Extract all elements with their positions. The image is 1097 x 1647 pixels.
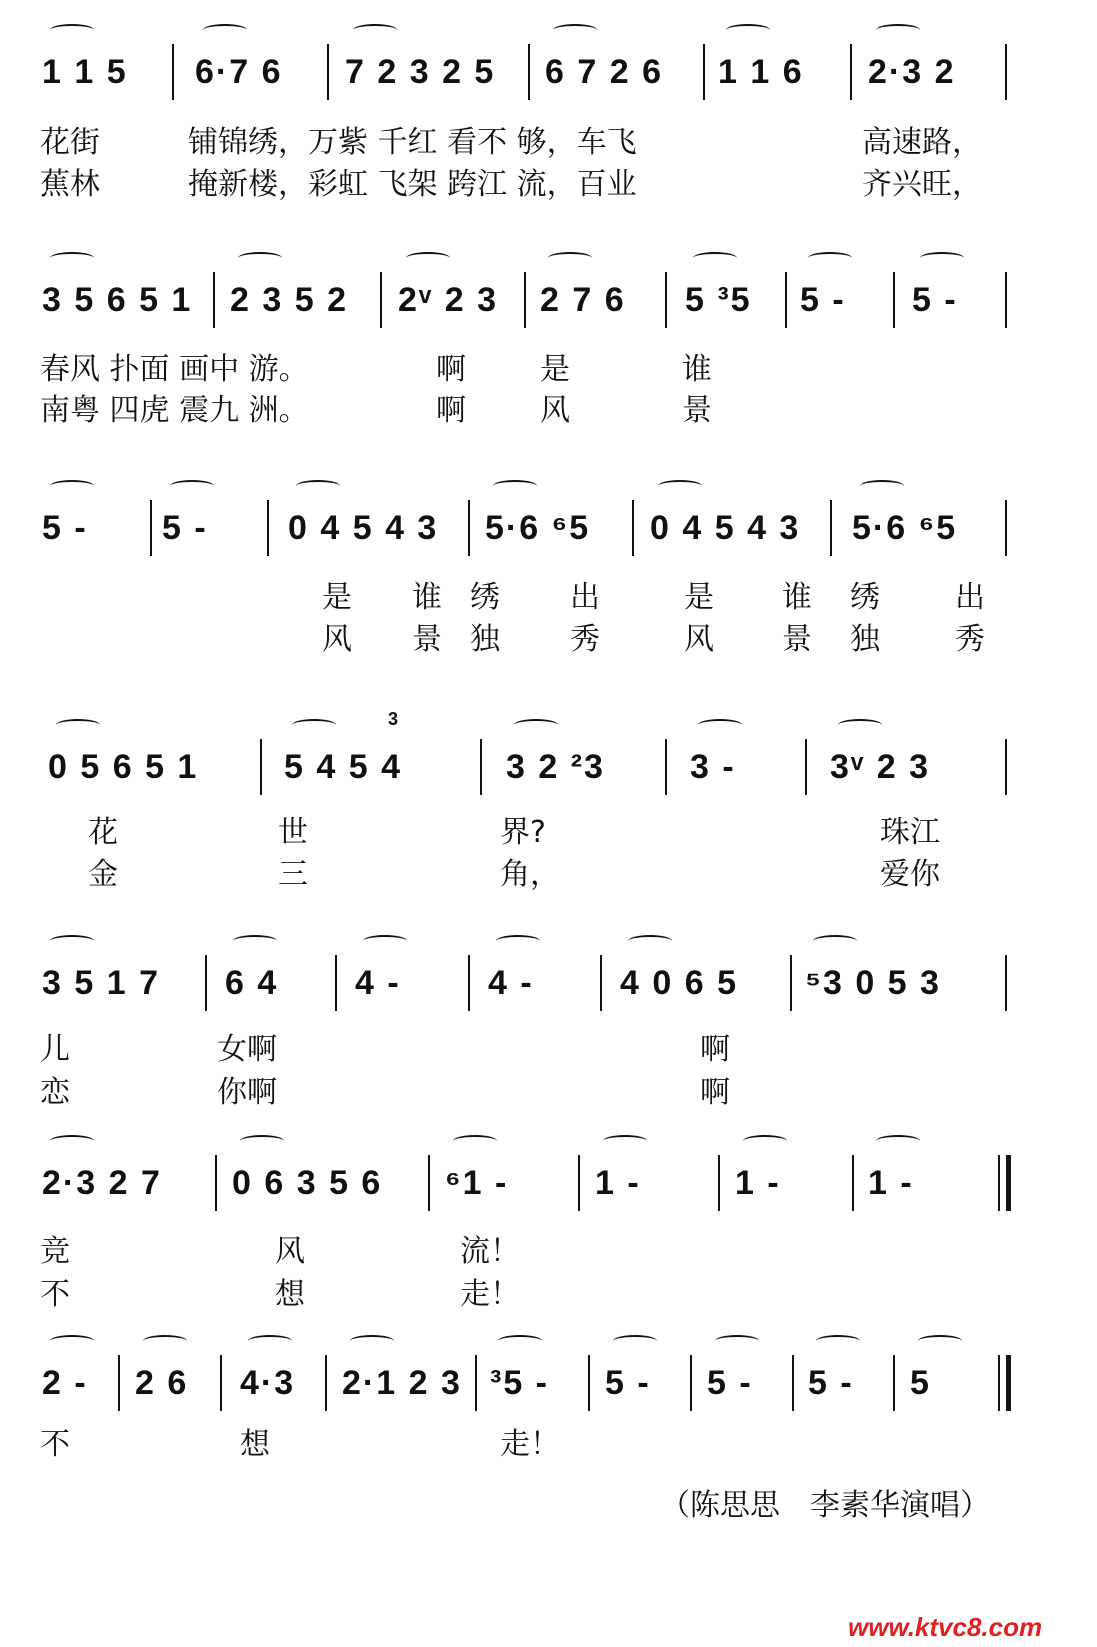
lyric-text: 流！ — [460, 1234, 520, 1269]
lyric-text: 金 — [88, 857, 118, 892]
lyric-text: 高速路， — [862, 125, 982, 160]
barline — [335, 955, 337, 1011]
measure: 0 6 3 5 6 — [232, 1164, 383, 1202]
lyric-text: 景 — [412, 622, 442, 657]
measure: 1 - — [868, 1164, 914, 1202]
slur-mark — [292, 719, 336, 731]
slur-mark — [50, 935, 94, 947]
lyric-text: 春风 扑面 画中 游。 — [40, 352, 309, 387]
barline — [1005, 500, 1007, 556]
slur-mark — [203, 24, 247, 36]
barline — [893, 272, 895, 328]
lyric-text: 是 — [540, 352, 570, 387]
barline — [893, 1355, 895, 1411]
slur-mark — [876, 1135, 920, 1147]
lyric-text: 谁 — [412, 580, 442, 615]
slur-mark — [813, 935, 857, 947]
barline — [852, 1155, 854, 1211]
lyric-text: 花街 — [40, 125, 100, 160]
measure: 4·3 — [240, 1364, 296, 1402]
measure: 1 1 6 — [718, 53, 804, 91]
slur-mark — [816, 1335, 860, 1347]
lyric-text: 花 — [88, 815, 118, 850]
slur-mark — [50, 24, 94, 36]
slur-mark — [238, 252, 282, 264]
measure: ⁶1 - — [445, 1164, 509, 1202]
measure: 5 - — [808, 1364, 854, 1402]
slur-mark — [406, 252, 450, 264]
slur-mark — [50, 480, 94, 492]
measure: 0 5 6 5 1 — [48, 748, 199, 786]
lyric-text: 风 — [322, 622, 352, 657]
measure: 5 ³5 — [685, 281, 752, 319]
measure: 2 6 — [135, 1364, 189, 1402]
watermark: www.ktvc8.com — [848, 1612, 1043, 1642]
barline — [792, 1355, 794, 1411]
lyric-text: 秀 — [955, 622, 985, 657]
measure: 5 - — [912, 281, 958, 319]
slur-mark — [248, 1335, 292, 1347]
lyric-text: 不 — [40, 1427, 70, 1462]
lyric-text: 南粤 四虎 震九 洲。 — [40, 393, 309, 428]
slur-mark — [658, 480, 702, 492]
measure: 5·6 ⁶5 — [485, 509, 591, 547]
lyric-text: 绣 — [850, 580, 880, 615]
measure: 5 - — [800, 281, 846, 319]
lyric-text: 独 — [470, 622, 500, 657]
slur-mark — [296, 480, 340, 492]
measure: 1 - — [735, 1164, 781, 1202]
lyric-text: 风 — [684, 622, 714, 657]
measure: 7 2 3 2 5 — [345, 53, 496, 91]
lyric-text: 是 — [322, 580, 352, 615]
lyric-text: 出 — [955, 580, 985, 615]
slur-mark — [553, 24, 597, 36]
measure: 2·1 2 3 — [342, 1364, 462, 1402]
barline — [830, 500, 832, 556]
barline — [213, 272, 215, 328]
barline — [205, 955, 207, 1011]
barline — [703, 44, 705, 100]
barline — [718, 1155, 720, 1211]
lyric-text: 掩新楼，彩虹 飞架 跨江 流，百业 — [188, 167, 637, 202]
barline — [524, 272, 526, 328]
measure: 5 — [910, 1364, 931, 1402]
slur-mark — [353, 24, 397, 36]
slur-mark — [498, 1335, 542, 1347]
slur-mark — [603, 1135, 647, 1147]
barline — [428, 1155, 430, 1211]
lyric-text: 啊 — [436, 352, 466, 387]
lyric-text: 珠江 — [880, 815, 940, 850]
lyric-text: 走！ — [460, 1277, 520, 1312]
lyric-text: 不 — [40, 1277, 70, 1312]
lyric-text: 独 — [850, 622, 880, 657]
barline — [480, 739, 482, 795]
slur-mark — [860, 480, 904, 492]
barline — [785, 272, 787, 328]
slur-mark — [808, 252, 852, 264]
lyric-text: 谁 — [782, 580, 812, 615]
barline — [1005, 272, 1007, 328]
measure: 2 3 5 2 — [230, 281, 348, 319]
measure: 5 - — [605, 1364, 651, 1402]
measure: 2·3 2 7 — [42, 1164, 162, 1202]
slur-mark — [56, 719, 100, 731]
measure: 3ᵛ 2 3 — [830, 748, 930, 786]
lyric-text: 景 — [782, 622, 812, 657]
measure: 5 - — [162, 509, 208, 547]
lyric-text: 想 — [275, 1277, 305, 1312]
lyric-text: 女啊 — [217, 1032, 277, 1067]
barline — [850, 44, 852, 100]
slur-mark — [170, 480, 214, 492]
lyric-text: 啊 — [700, 1075, 730, 1110]
measure: 4 - — [355, 964, 401, 1002]
barline — [118, 1355, 120, 1411]
slur-mark — [233, 935, 277, 947]
measure: 6·7 6 — [195, 53, 283, 91]
lyric-text: 秀 — [570, 622, 600, 657]
lyric-text: 啊 — [700, 1032, 730, 1067]
slur-mark — [50, 1335, 94, 1347]
slur-mark — [726, 24, 770, 36]
slur-mark — [876, 24, 920, 36]
barline — [325, 1355, 327, 1411]
slur-mark — [143, 1335, 187, 1347]
slur-mark — [613, 1335, 657, 1347]
measure: 5·6 ⁶5 — [852, 509, 958, 547]
measure: 0 4 5 4 3 — [288, 509, 439, 547]
measure: 2 7 6 — [540, 281, 626, 319]
lyric-text: 恋 — [40, 1075, 70, 1110]
slur-mark — [838, 719, 882, 731]
measure: 1 1 5 — [42, 53, 128, 91]
lyric-text: 世 — [278, 815, 308, 850]
barline — [1005, 44, 1007, 100]
slur-mark — [453, 1135, 497, 1147]
lyric-text: 是 — [684, 580, 714, 615]
lyric-text: 景 — [682, 393, 712, 428]
barline — [528, 44, 530, 100]
slur-mark — [743, 1135, 787, 1147]
lyric-text: 你啊 — [217, 1075, 277, 1110]
measure: 4 - — [488, 964, 534, 1002]
slur-mark — [493, 480, 537, 492]
lyric-text: 齐兴旺， — [862, 167, 982, 202]
barline — [172, 44, 174, 100]
measure: 3 5 6 5 1 — [42, 281, 193, 319]
slur-mark — [628, 935, 672, 947]
slur-mark — [240, 1135, 284, 1147]
lyric-text: 铺锦绣，万紫 千红 看不 够，车飞 — [188, 125, 637, 160]
lyric-text: 啊 — [436, 393, 466, 428]
lyric-text: 想 — [240, 1427, 270, 1462]
barline — [665, 739, 667, 795]
slur-mark — [920, 252, 964, 264]
lyric-text: 角， — [500, 857, 560, 892]
barline — [468, 500, 470, 556]
barline — [632, 500, 634, 556]
barline — [267, 500, 269, 556]
barline — [690, 1355, 692, 1411]
barline — [600, 955, 602, 1011]
measure: 2ᵛ 2 3 — [398, 281, 498, 319]
lyric-text: 谁 — [682, 352, 712, 387]
lyric-text: 绣 — [470, 580, 500, 615]
lyric-text: 界? — [500, 815, 546, 850]
slur-mark — [715, 1335, 759, 1347]
final-barline — [998, 1355, 1008, 1411]
barline — [578, 1155, 580, 1211]
measure: 5 4 5 4 — [284, 748, 402, 786]
lyric-text: 风 — [540, 393, 570, 428]
barline — [805, 739, 807, 795]
slur-mark — [548, 252, 592, 264]
measure: 4 0 6 5 — [620, 964, 738, 1002]
triplet-mark: 3 — [388, 709, 401, 729]
barline — [220, 1355, 222, 1411]
measure: ³5 - — [490, 1364, 549, 1402]
performer-credit: （陈思思 李素华演唱） — [660, 1488, 990, 1523]
slur-mark — [363, 935, 407, 947]
slur-mark — [496, 935, 540, 947]
measure: 3 2 ²3 — [506, 748, 605, 786]
slur-mark — [693, 252, 737, 264]
barline — [468, 955, 470, 1011]
barline — [150, 500, 152, 556]
measure: 3 5 1 7 — [42, 964, 160, 1002]
lyric-text: 爱你 — [880, 857, 940, 892]
barline — [790, 955, 792, 1011]
barline — [1005, 955, 1007, 1011]
barline — [260, 739, 262, 795]
measure: 5 - — [707, 1364, 753, 1402]
barline — [588, 1355, 590, 1411]
measure: 2·3 2 — [868, 53, 956, 91]
slur-mark — [514, 719, 558, 731]
lyric-text: 出 — [570, 580, 600, 615]
barline — [665, 272, 667, 328]
barline — [327, 44, 329, 100]
lyric-text: 竞 — [40, 1234, 70, 1269]
lyric-text: 儿 — [40, 1032, 70, 1067]
measure: ⁵3 0 5 3 — [805, 964, 941, 1002]
barline — [215, 1155, 217, 1211]
slur-mark — [50, 252, 94, 264]
slur-mark — [698, 719, 742, 731]
measure: 1 - — [595, 1164, 641, 1202]
lyric-text: 风 — [275, 1234, 305, 1269]
barline — [1005, 739, 1007, 795]
final-barline — [998, 1155, 1008, 1211]
lyric-text: 三 — [278, 857, 308, 892]
slur-mark — [350, 1335, 394, 1347]
measure: 6 7 2 6 — [545, 53, 663, 91]
slur-mark — [918, 1335, 962, 1347]
lyric-text: 蕉林 — [40, 167, 100, 202]
measure: 0 4 5 4 3 — [650, 509, 801, 547]
measure: 5 - — [42, 509, 88, 547]
barline — [475, 1355, 477, 1411]
measure: 2 - — [42, 1364, 88, 1402]
measure: 3 - — [690, 748, 736, 786]
slur-mark — [50, 1135, 94, 1147]
lyric-text: 走！ — [500, 1427, 560, 1462]
barline — [380, 272, 382, 328]
measure: 6 4 — [225, 964, 279, 1002]
